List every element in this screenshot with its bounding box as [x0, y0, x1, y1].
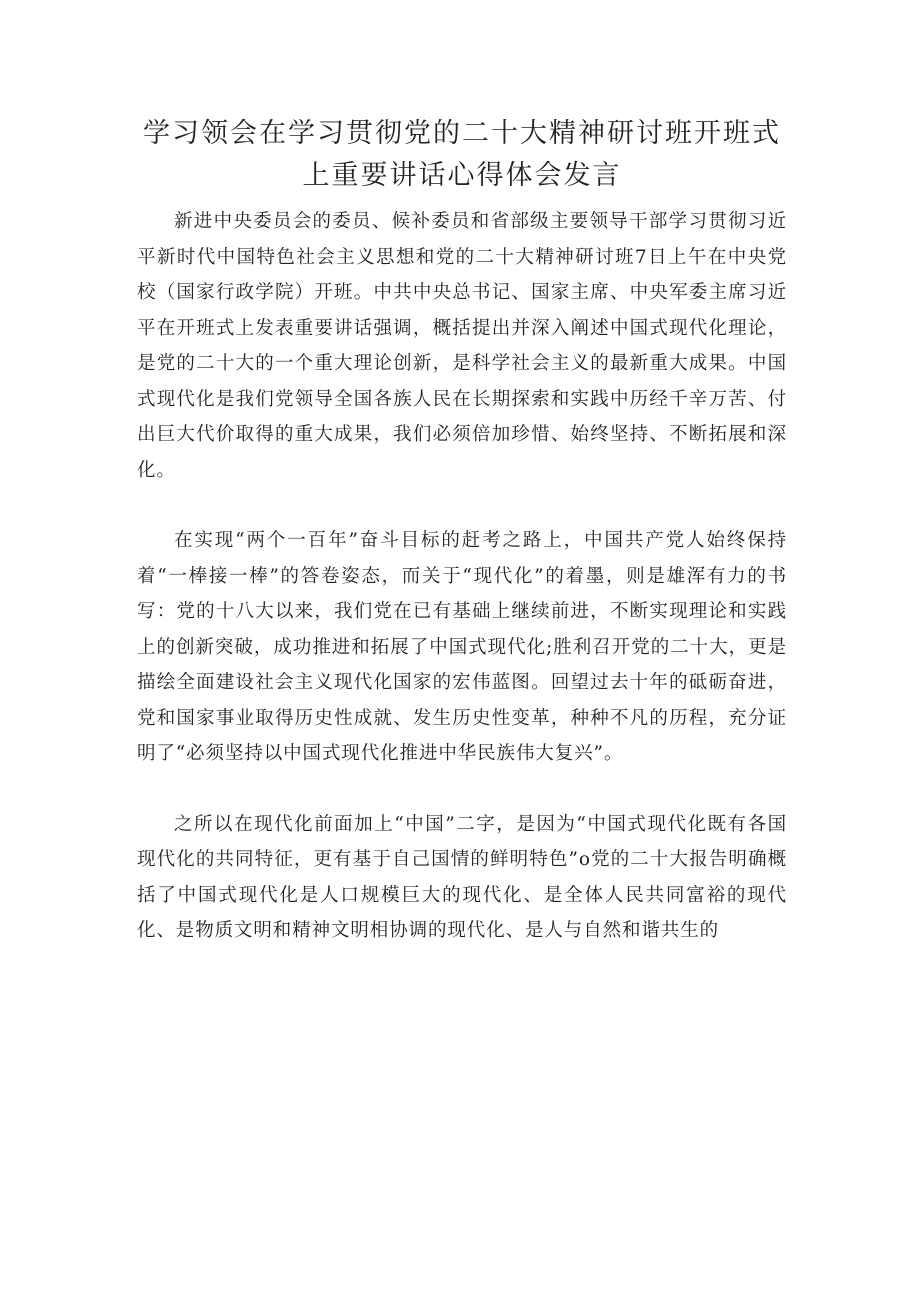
paragraph-3: 之所以在现代化前面加上“中国”二字，是因为“中国式现代化既有各国现代化的共同特征，更有基于自己国情的鲜明特色”o党的二十大报告明确概括了中国式现代化是人口规模巨大的现代化、是全体人民共同富裕的现代化、是物质文明和精神文明相协调的现代化、是人与自然和谐共生的: [137, 813, 787, 941]
document-title: [137, 113, 787, 197]
title-line-2: 上重要讲话心得体会发言: [302, 160, 622, 191]
document-page: [137, 0, 787, 949]
paragraph-2: 在实现“两个一百年”奋斗目标的赶考之路上，中国共产党人始终保持着“一棒接一棒”的答卷姿态，而关于“现代化”的着墨，则是雄浑有力的书写：党的十八大以来，我们党在已有基础上继续前进，不断实现理论和实践上的创新突破，成功推进和拓展了中国式现代化;胜利召开党的二十大，更是描绘全面建设社会主义现代化国家的宏伟蓝图。回望过去十年的砥砺奋进，党和国家事业取得历史性成就、发生历史性变革，种种不凡的历程，充分证明了“必须坚持以中国式现代化推进中华民族伟大复兴”。: [137, 530, 787, 764]
title-line-1: 学习领会在学习贯彻党的二十大精神研讨班开班式: [143, 118, 781, 149]
paragraph-1: 新进中央委员会的委员、候补委员和省部级主要领导干部学习贯彻习近平新时代中国特色社会主义思想和党的二十大精神研讨班7日上午在中央党校（国家行政学院）开班。中共中央总书记、国家主席、中央军委主席习近平在开班式上发表重要讲话强调，概括提出并深入阐述中国式现代化理论，是党的二十大的一个重大理论创新，是科学社会主义的最新重大成果。中国式现代化是我们党领导全国各族人民在长期探索和实践中历经千辛万苦、付出巨大代价取得的重大成果，我们必须倍加珍惜、始终坚持、不断拓展和深化。: [137, 211, 787, 481]
